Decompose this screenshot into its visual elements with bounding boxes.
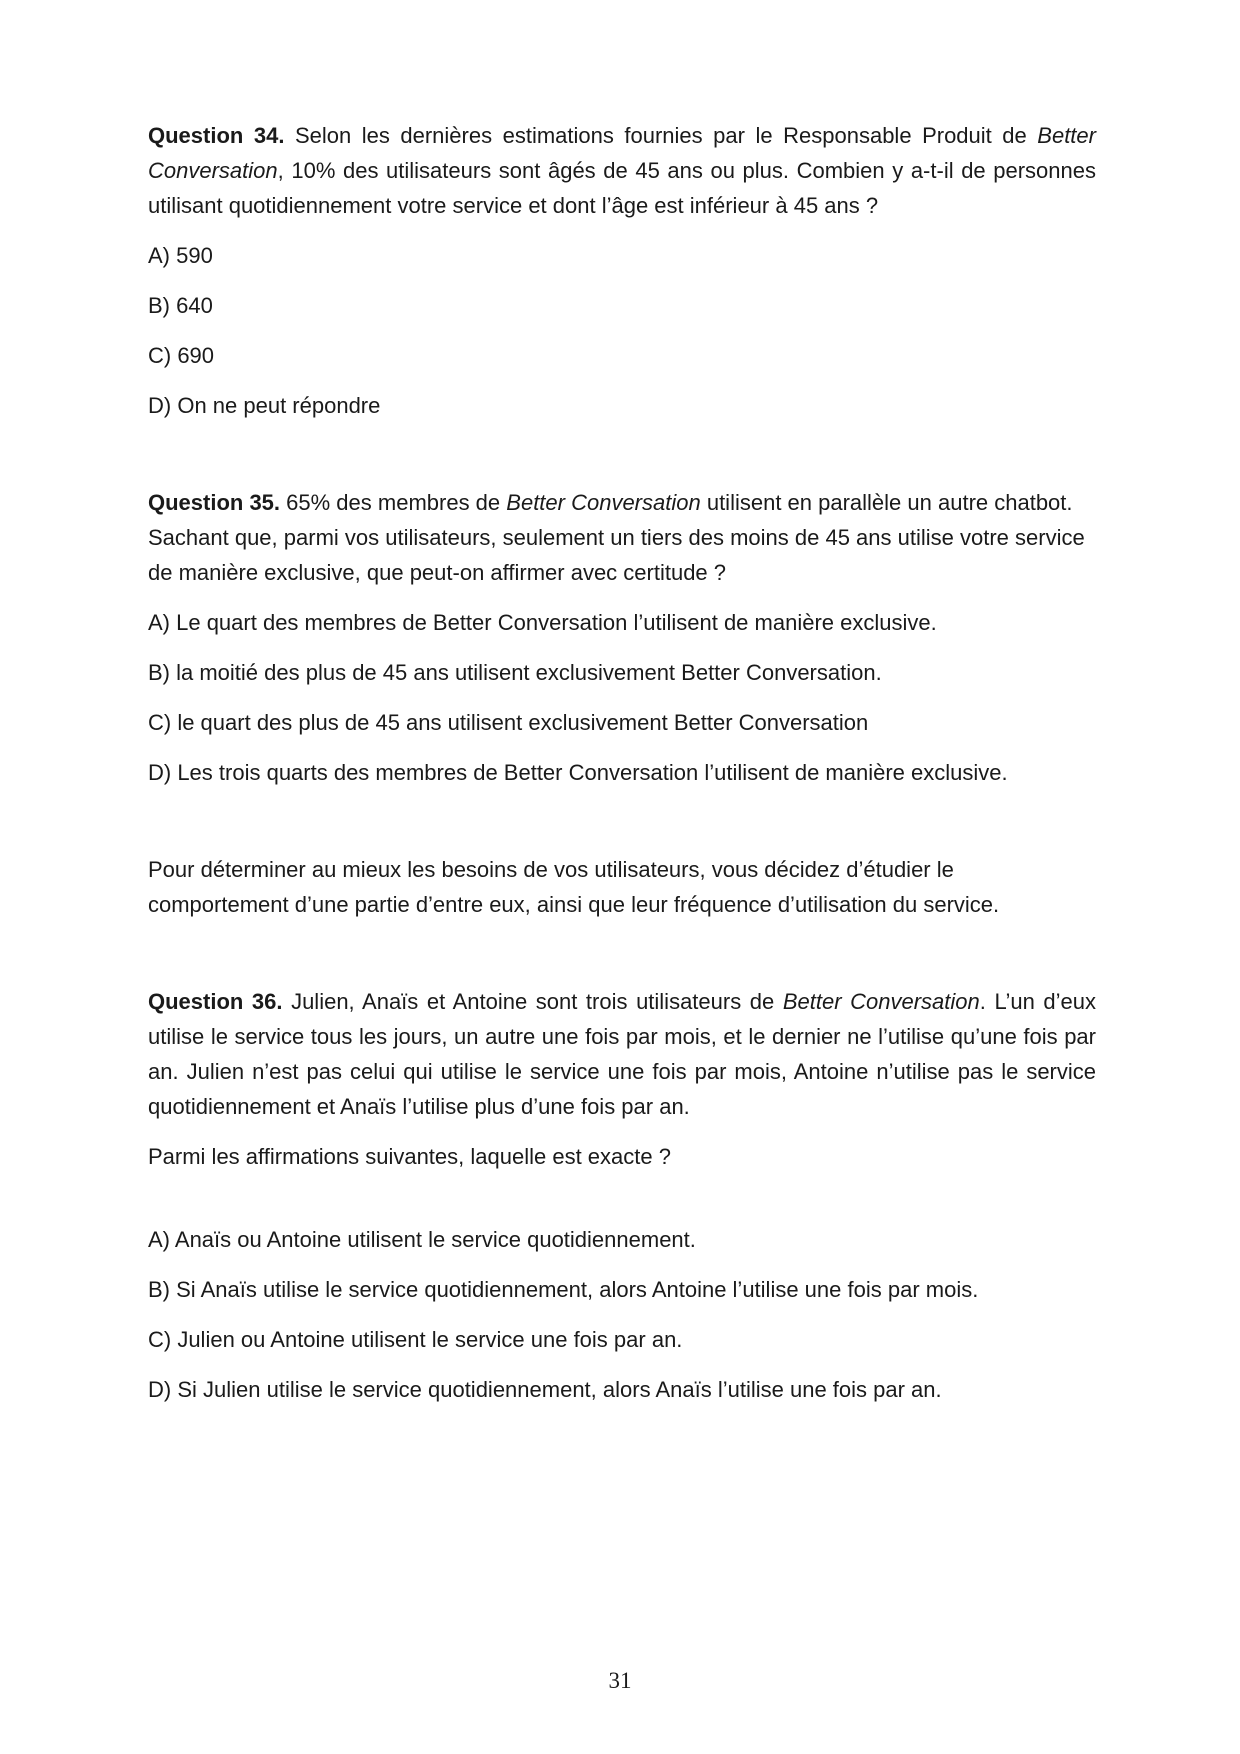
question-35-text [148,485,1096,590]
question-35-text-a: 65% des membres de [280,490,507,515]
question-34-text-a: Selon les dernières estimations fournies par le Responsable Produit de [284,123,1038,148]
question-35-option-d: D) Les trois quarts des membres de Better Conversation l’utilisent de manière exclusive. [148,760,1008,785]
question-34-brand: Better Conversation [148,123,1096,183]
question-36-text-b: . L’un d’eux utilise le service tous les jours, un autre une fois par mois, et le dernier ne l’utilise qu’une fois par an. Julien n’est pas celui qui utilise le service une fois par mois, Antoine n’utilise pas le service quotidiennement et Anaïs l’utilise plus d’une fois par an. [148,989,1096,1119]
question-36-label: Question 36. [148,989,283,1014]
question-34-text-b: , 10% des utilisateurs sont âgés de 45 ans ou plus. Combien y a-t-il de personnes utilisant quotidiennement votre service et dont l’âge est inférieur à 45 ans ? [148,158,1096,218]
page-content [148,118,1096,1407]
question-35-option-a: A) Le quart des membres de Better Conversation l’utilisent de manière exclusive. [148,610,937,635]
question-36-option-c: C) Julien ou Antoine utilisent le service une fois par an. [148,1327,683,1352]
page-number: 31 [608,1668,632,1693]
question-34-option-a: A) 590 [148,243,213,268]
question-36-text [148,984,1096,1124]
question-35-brand: Better Conversation [506,490,701,515]
intro-paragraph: Pour déterminer au mieux les besoins de vos utilisateurs, vous décidez d’étudier le comportement d’une partie d’entre eux, ainsi que leur fréquence d’utilisation du service. [148,857,1000,917]
question-35-option-b: B) la moitié des plus de 45 ans utilisent exclusivement Better Conversation. [148,660,882,685]
question-34-option-d: D) On ne peut répondre [148,393,381,418]
question-34-text [148,118,1096,223]
question-35-option-c: C) le quart des plus de 45 ans utilisent exclusivement Better Conversation [148,710,869,735]
question-36-prompt: Parmi les affirmations suivantes, laquelle est exacte ? [148,1144,671,1169]
question-35-label: Question 35. [148,490,281,515]
question-36-text-a: Julien, Anaïs et Antoine sont trois utilisateurs de [282,989,783,1014]
question-35-text-b: utilisent en parallèle un autre chatbot. Sachant que, parmi vos utilisateurs, seulement un tiers des moins de 45 ans utilise votre service de manière exclusive, que peut-on affirmer avec certitude ? [148,490,1085,585]
question-36-option-a: A) Anaïs ou Antoine utilisent le service quotidiennement. [148,1227,696,1252]
question-36-option-d: D) Si Julien utilise le service quotidiennement, alors Anaïs l’utilise une fois par an. [148,1377,942,1402]
question-34-option-b: B) 640 [148,293,213,318]
question-36-option-b: B) Si Anaïs utilise le service quotidiennement, alors Antoine l’utilise une fois par mois. [148,1277,979,1302]
question-34-label: Question 34. [148,123,285,148]
question-34-option-c: C) 690 [148,343,215,368]
question-36-brand: Better Conversation [782,989,980,1014]
